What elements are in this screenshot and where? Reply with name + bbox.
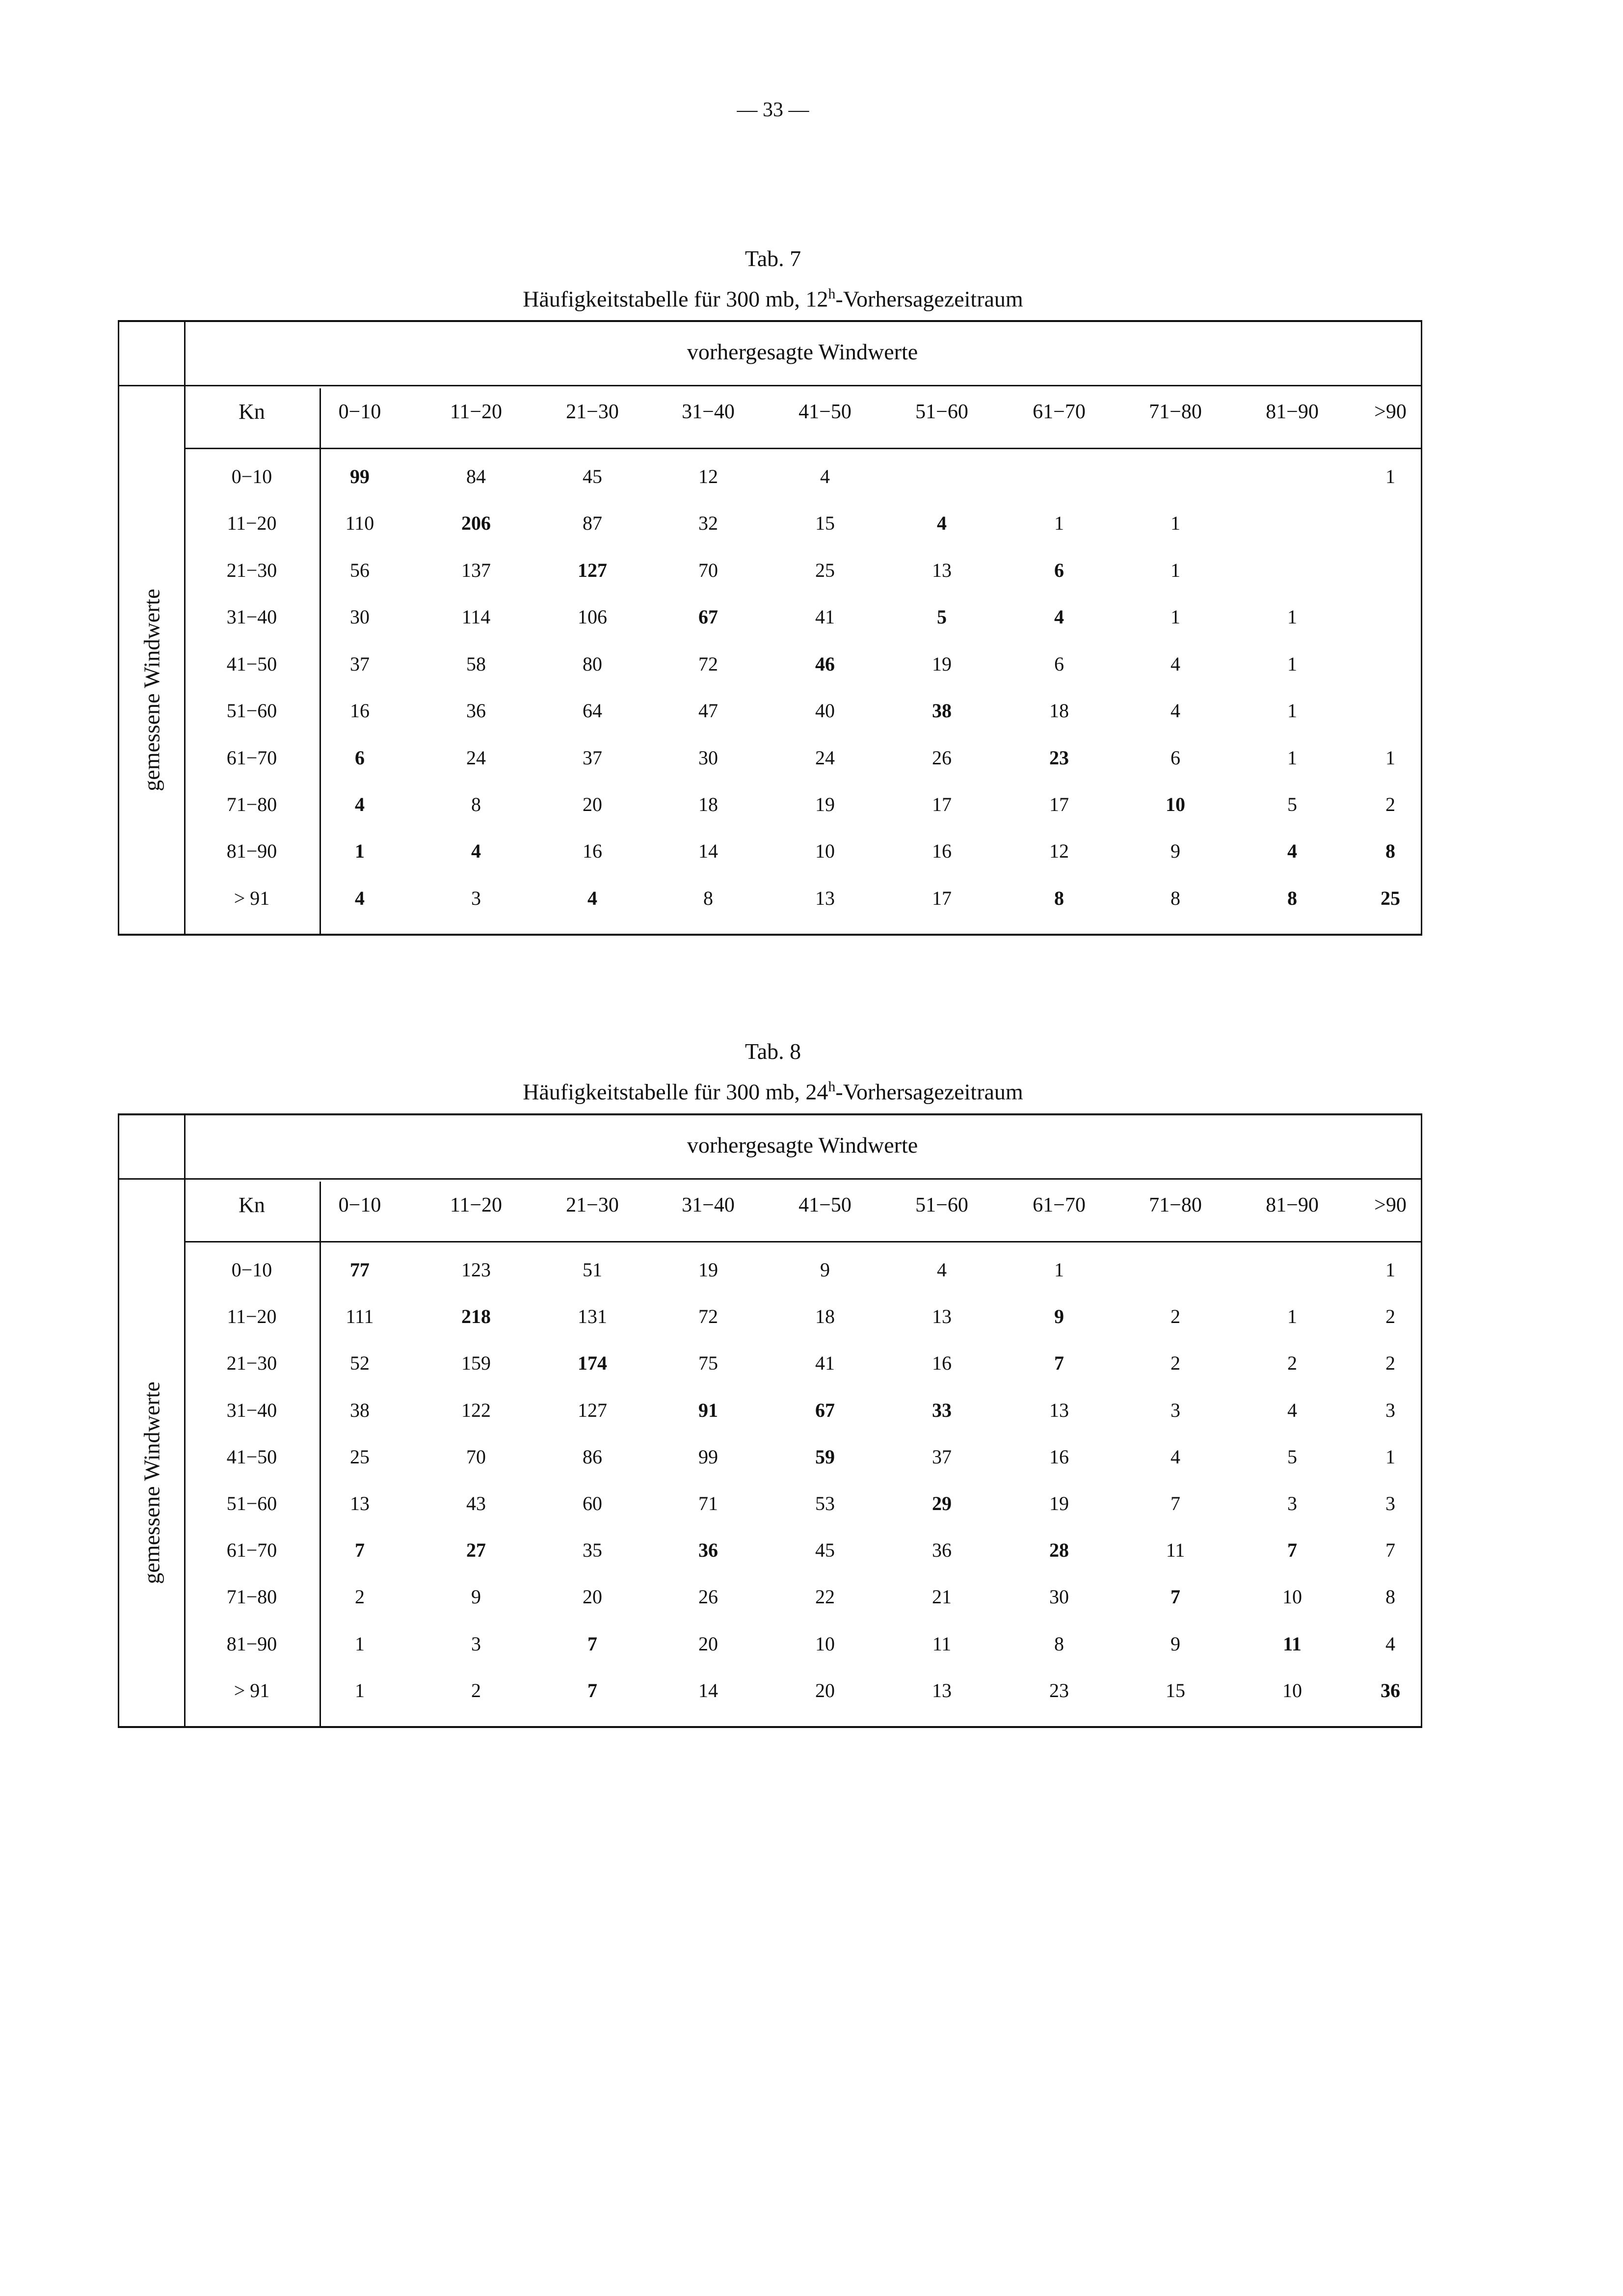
table-cell: 33	[932, 1399, 952, 1421]
table-cell: 43	[466, 1492, 486, 1515]
table-cell: 36	[466, 700, 486, 722]
table-cell: 2	[355, 1586, 365, 1608]
frequency-table	[118, 1113, 1422, 1728]
table-cell: 6	[1054, 652, 1064, 675]
table-cell	[1253, 511, 1331, 536]
table-cell	[903, 464, 981, 489]
table-cell: 10	[815, 1632, 835, 1655]
table-cell: 2	[471, 1679, 481, 1702]
table-cell: 35	[583, 1539, 602, 1562]
caption-main: Häufigkeitstabelle für 300 mb, 24	[523, 1079, 828, 1105]
table-cell: 1	[1385, 746, 1395, 769]
table-cell: 7	[1171, 1586, 1180, 1608]
column-header: 51−60	[915, 401, 968, 423]
table-cell: 20	[698, 1632, 718, 1655]
column-header: 61−70	[1033, 1194, 1086, 1216]
table-cell: 25	[815, 559, 835, 581]
table-cell: 12	[698, 465, 718, 487]
table-cell: 58	[466, 652, 486, 675]
column-header: 0−10	[338, 401, 381, 423]
table-cell: 7	[1171, 1492, 1180, 1515]
table-cell: 9	[820, 1259, 830, 1281]
table-cell: 56	[350, 559, 370, 581]
row-group-title: gemessene Windwerte	[139, 589, 164, 791]
row-header: 81−90	[226, 840, 277, 863]
table-cell: 41	[815, 1352, 835, 1375]
table-cell: 52	[350, 1352, 370, 1375]
row-header: 0−10	[231, 1259, 272, 1281]
table-cell: 36	[932, 1539, 952, 1562]
table-cell: 1	[355, 1632, 365, 1655]
table-cell: 1	[1287, 652, 1297, 675]
table-cell: 174	[578, 1352, 607, 1375]
table-cell: 13	[350, 1492, 370, 1515]
table-cell: 5	[1287, 793, 1297, 815]
table-cell: 86	[583, 1445, 602, 1468]
table-cell: 8	[1171, 887, 1180, 909]
table-cell: 37	[932, 1445, 952, 1468]
column-header: 41−50	[798, 1194, 851, 1216]
table-cell: 67	[698, 606, 718, 628]
column-header: 81−90	[1266, 1194, 1319, 1216]
column-header: 41−50	[798, 401, 851, 423]
table-cell: 14	[698, 1679, 718, 1702]
table-cell: 20	[583, 793, 602, 815]
table-cell: 1	[1171, 512, 1180, 535]
table-cell: 4	[937, 1259, 947, 1281]
column-header: 51−60	[915, 1194, 968, 1216]
column-header: 31−40	[682, 1194, 735, 1216]
table-cell: 4	[1171, 652, 1180, 675]
table-cell: 1	[1171, 559, 1180, 581]
table-cell: 3	[471, 887, 481, 909]
table-cell	[1253, 1258, 1331, 1282]
table-cell: 16	[1049, 1445, 1069, 1468]
table-cell: 4	[1287, 840, 1297, 863]
row-header: 41−50	[226, 652, 277, 675]
table-cell: 7	[1385, 1539, 1395, 1562]
table-cell: 71	[698, 1492, 718, 1515]
table-cell: 59	[815, 1445, 835, 1468]
table-cell: 3	[471, 1632, 481, 1655]
row-header: 41−50	[226, 1445, 277, 1468]
table-cell: 46	[815, 652, 835, 675]
row-header: > 91	[234, 887, 270, 909]
row-header: 71−80	[226, 1586, 277, 1608]
table-cell: 7	[355, 1539, 365, 1562]
table-cell: 2	[1171, 1352, 1180, 1375]
table-cell: 2	[1171, 1305, 1180, 1328]
table-cell: 1	[355, 840, 365, 863]
table-cell: 4	[937, 512, 947, 535]
row-header: 81−90	[226, 1632, 277, 1655]
table-rule-horizontal	[184, 1241, 1421, 1243]
table-cell: 8	[471, 793, 481, 815]
row-header: > 91	[234, 1679, 270, 1702]
table-cell: 37	[583, 746, 602, 769]
caption-sup: h	[828, 286, 836, 302]
table-cell: 3	[1171, 1399, 1180, 1421]
table-cell: 37	[350, 652, 370, 675]
table-cell: 51	[583, 1259, 602, 1281]
table-rule-vertical	[184, 322, 186, 934]
table-cell: 41	[815, 606, 835, 628]
table-cell: 16	[583, 840, 602, 863]
column-header: 11−20	[450, 401, 503, 423]
table-cell: 1	[1287, 746, 1297, 769]
row-header: 21−30	[226, 1352, 277, 1375]
table-cell: 1	[1287, 1305, 1297, 1328]
table-cell: 23	[1049, 1679, 1069, 1702]
caption-tail: -Vorhersagezeitraum	[835, 286, 1023, 312]
table-rule-horizontal	[184, 448, 1421, 449]
table-cell: 8	[1287, 887, 1297, 909]
table-cell: 2	[1385, 793, 1395, 815]
table-cell	[1253, 464, 1331, 489]
row-header: 31−40	[226, 606, 277, 628]
table-cell: 13	[932, 1305, 952, 1328]
table-cell: 131	[578, 1305, 607, 1328]
table-cell: 3	[1385, 1399, 1395, 1421]
table-cell: 99	[350, 465, 370, 487]
column-header: 71−80	[1149, 401, 1202, 423]
table-cell: 1	[1385, 1259, 1395, 1281]
table-cell: 122	[461, 1399, 491, 1421]
table-cell: 10	[1166, 793, 1185, 815]
table-cell: 11	[1166, 1539, 1185, 1562]
table-cell: 127	[578, 559, 607, 581]
column-header: 21−30	[566, 1194, 619, 1216]
table-caption	[0, 1069, 1546, 1110]
row-header: 21−30	[226, 559, 277, 581]
table-cell: 13	[1049, 1399, 1069, 1421]
table-cell: 38	[350, 1399, 370, 1421]
table-cell: 16	[350, 700, 370, 722]
table-caption	[0, 276, 1546, 317]
table-cell: 19	[815, 793, 835, 815]
table-cell: 8	[1385, 1586, 1395, 1608]
table-cell: 1	[1287, 606, 1297, 628]
table-cell: 18	[1049, 700, 1069, 722]
table-cell: 1	[1054, 512, 1064, 535]
table-cell: 4	[1287, 1399, 1297, 1421]
table-cell: 8	[1054, 1632, 1064, 1655]
table-cell: 45	[815, 1539, 835, 1562]
table-cell: 1	[1287, 700, 1297, 722]
table-cell: 10	[1282, 1679, 1302, 1702]
table-cell: 45	[583, 465, 602, 487]
table-cell	[1136, 1258, 1215, 1282]
table-cell: 7	[1287, 1539, 1297, 1562]
table-cell: 25	[350, 1445, 370, 1468]
column-header: 61−70	[1033, 401, 1086, 423]
table-cell: 218	[461, 1305, 491, 1328]
table-cell: 17	[932, 887, 952, 909]
table-cell: 36	[1381, 1679, 1400, 1702]
table-cell: 24	[466, 746, 486, 769]
table-cell	[1351, 652, 1430, 676]
table-cell: 106	[578, 606, 607, 628]
row-header: 71−80	[226, 793, 277, 815]
table-cell: 64	[583, 700, 602, 722]
table-cell: 1	[1171, 606, 1180, 628]
table-rule-vertical	[184, 1115, 186, 1726]
column-header: 81−90	[1266, 401, 1319, 423]
column-header: 71−80	[1149, 1194, 1202, 1216]
table-cell: 4	[1054, 606, 1064, 628]
table-cell	[1351, 558, 1430, 583]
table-cell: 80	[583, 652, 602, 675]
table-cell: 13	[815, 887, 835, 909]
table-cell: 60	[583, 1492, 602, 1515]
table-cell: 70	[466, 1445, 486, 1468]
row-header: 11−20	[227, 1305, 277, 1328]
table-cell	[1351, 605, 1430, 629]
column-header: 31−40	[682, 401, 735, 423]
table-cell: 32	[698, 512, 718, 535]
table-cell: 38	[932, 700, 952, 722]
table-cell: 7	[587, 1679, 597, 1702]
table-cell: 26	[698, 1586, 718, 1608]
table-cell: 4	[355, 887, 365, 909]
caption-main: Häufigkeitstabelle für 300 mb, 12	[523, 286, 828, 312]
table-cell: 5	[937, 606, 947, 628]
table-cell: 9	[1054, 1305, 1064, 1328]
table-cell: 14	[698, 840, 718, 863]
table-cell: 127	[578, 1399, 607, 1421]
row-header: 61−70	[226, 746, 277, 769]
table-cell	[1351, 511, 1430, 536]
table-cell: 77	[350, 1259, 370, 1281]
table-cell: 1	[1054, 1259, 1064, 1281]
table-cell: 18	[815, 1305, 835, 1328]
table-cell: 22	[815, 1586, 835, 1608]
table-cell: 27	[466, 1539, 486, 1562]
table-cell: 19	[698, 1259, 718, 1281]
row-header: 0−10	[231, 465, 272, 487]
row-header: 51−60	[226, 1492, 277, 1515]
column-header: 21−30	[566, 401, 619, 423]
table-cell: 6	[1054, 559, 1064, 581]
row-header: 11−20	[227, 512, 277, 535]
table-cell: 13	[932, 559, 952, 581]
table-cell: 1	[1385, 1445, 1395, 1468]
table-cell: 4	[471, 840, 481, 863]
table-cell: 87	[583, 512, 602, 535]
page-number: — 33 —	[737, 99, 809, 121]
table-cell	[1253, 558, 1331, 583]
table-cell: 26	[932, 746, 952, 769]
table-cell: 6	[1171, 746, 1180, 769]
table-cell: 91	[698, 1399, 718, 1421]
table-cell: 3	[1287, 1492, 1297, 1515]
table-cell: 4	[1171, 1445, 1180, 1468]
table-cell: 15	[1166, 1679, 1185, 1702]
column-header: >90	[1374, 1194, 1407, 1216]
table-cell: 110	[345, 512, 374, 535]
table-cell: 67	[815, 1399, 835, 1421]
caption-tail: -Vorhersagezeitraum	[835, 1079, 1023, 1105]
table-cell: 7	[1054, 1352, 1064, 1375]
table-cell: 29	[932, 1492, 952, 1515]
column-group-title: vorhergesagte Windwerte	[687, 1133, 918, 1158]
table-cell	[1351, 699, 1430, 723]
table-cell: 10	[1282, 1586, 1302, 1608]
table-cell: 9	[1171, 840, 1180, 863]
table-cell: 20	[815, 1679, 835, 1702]
unit-label: Kn	[239, 1193, 265, 1217]
column-header: 11−20	[450, 1194, 503, 1216]
table-cell: 19	[932, 652, 952, 675]
table-cell	[1136, 464, 1215, 489]
table-cell: 2	[1287, 1352, 1297, 1375]
table-number: Tab. 7	[745, 246, 801, 271]
table-cell: 25	[1381, 887, 1400, 909]
row-header: 31−40	[226, 1399, 277, 1421]
frequency-table	[118, 320, 1422, 936]
table-cell: 28	[1049, 1539, 1069, 1562]
caption-sup: h	[828, 1079, 836, 1095]
table-cell: 9	[1171, 1632, 1180, 1655]
unit-label: Kn	[239, 400, 265, 424]
table-cell: 21	[932, 1586, 952, 1608]
table-cell: 1	[1385, 465, 1395, 487]
table-cell: 8	[1385, 840, 1395, 863]
table-cell: 13	[932, 1679, 952, 1702]
table-cell: 36	[698, 1539, 718, 1562]
table-cell: 17	[1049, 793, 1069, 815]
table-cell: 8	[703, 887, 713, 909]
table-number: Tab. 8	[745, 1039, 801, 1064]
table-cell: 19	[1049, 1492, 1069, 1515]
row-group-title: gemessene Windwerte	[139, 1381, 164, 1584]
row-header: 51−60	[226, 700, 277, 722]
table-cell: 159	[461, 1352, 491, 1375]
table-cell: 4	[1385, 1632, 1395, 1655]
table-cell: 4	[1171, 700, 1180, 722]
table-cell: 70	[698, 559, 718, 581]
table-cell: 23	[1049, 746, 1069, 769]
table-cell: 114	[461, 606, 491, 628]
table-cell: 99	[698, 1445, 718, 1468]
table-cell: 3	[1385, 1492, 1395, 1515]
table-cell: 137	[461, 559, 491, 581]
table-cell: 16	[932, 840, 952, 863]
table-cell: 30	[698, 746, 718, 769]
table-cell: 2	[1385, 1305, 1395, 1328]
table-cell: 11	[932, 1632, 952, 1655]
table-cell: 4	[355, 793, 365, 815]
table-cell: 47	[698, 700, 718, 722]
table-cell: 9	[471, 1586, 481, 1608]
table-cell: 11	[1283, 1632, 1302, 1655]
table-cell: 16	[932, 1352, 952, 1375]
table-cell: 10	[815, 840, 835, 863]
table-cell: 4	[820, 465, 830, 487]
table-cell: 17	[932, 793, 952, 815]
row-header: 61−70	[226, 1539, 277, 1562]
table-rule-horizontal	[119, 385, 1421, 386]
table-cell: 15	[815, 512, 835, 535]
table-cell	[1020, 464, 1098, 489]
table-cell: 40	[815, 700, 835, 722]
table-cell: 75	[698, 1352, 718, 1375]
table-cell: 24	[815, 746, 835, 769]
table-cell: 6	[355, 746, 365, 769]
table-cell: 18	[698, 793, 718, 815]
table-cell: 1	[355, 1679, 365, 1702]
table-cell: 4	[587, 887, 597, 909]
table-cell: 20	[583, 1586, 602, 1608]
table-rule-horizontal	[119, 1178, 1421, 1180]
table-cell: 111	[346, 1305, 374, 1328]
table-cell: 72	[698, 652, 718, 675]
table-cell: 5	[1287, 1445, 1297, 1468]
column-header: 0−10	[338, 1194, 381, 1216]
table-cell: 30	[350, 606, 370, 628]
table-cell: 7	[587, 1632, 597, 1655]
table-cell: 123	[461, 1259, 491, 1281]
table-cell: 53	[815, 1492, 835, 1515]
column-header: >90	[1374, 401, 1407, 423]
column-group-title: vorhergesagte Windwerte	[687, 339, 918, 364]
table-cell: 12	[1049, 840, 1069, 863]
table-cell: 30	[1049, 1586, 1069, 1608]
table-cell: 206	[461, 512, 491, 535]
table-cell: 2	[1385, 1352, 1395, 1375]
table-cell: 84	[466, 465, 486, 487]
table-cell: 72	[698, 1305, 718, 1328]
table-cell: 8	[1054, 887, 1064, 909]
